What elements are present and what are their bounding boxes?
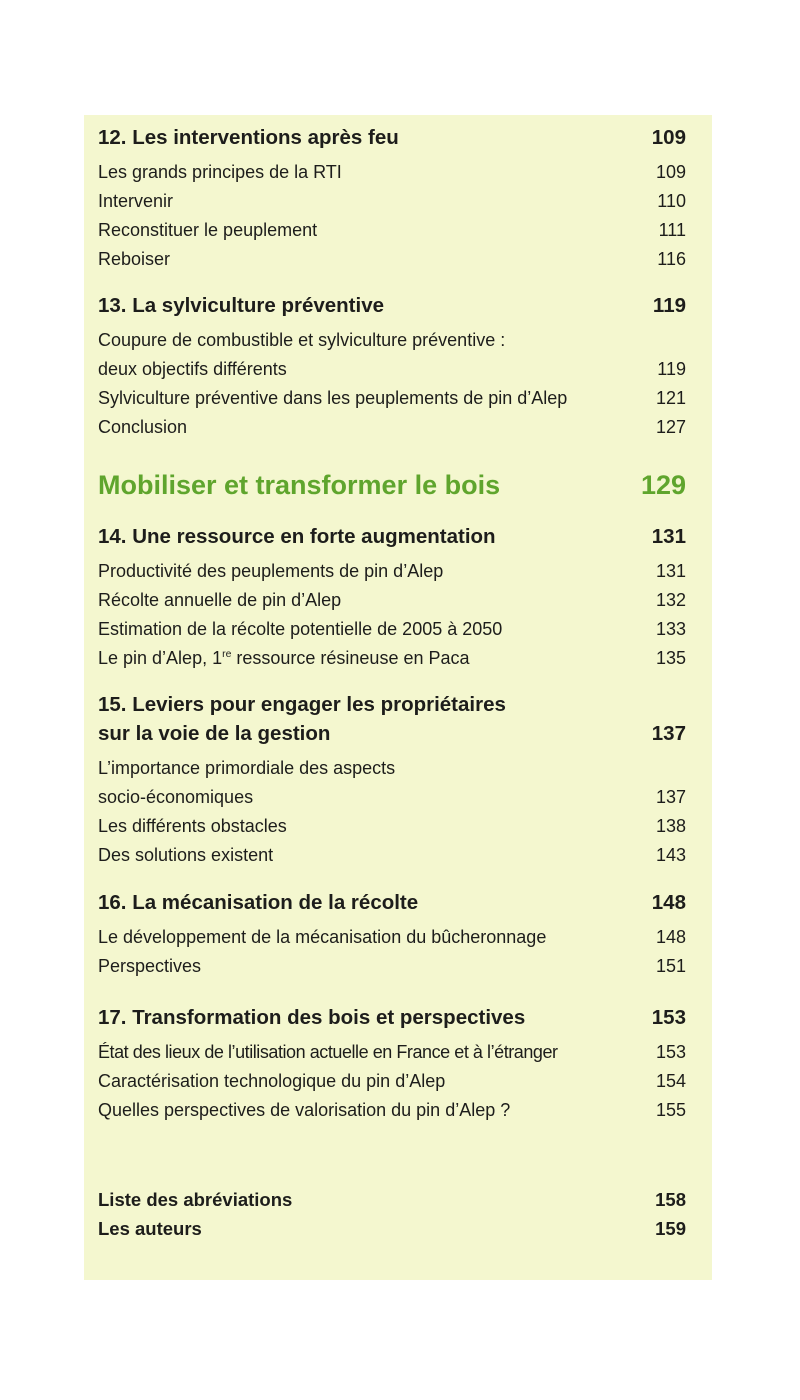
toc-entry xyxy=(98,384,686,413)
chapter-heading-line2 xyxy=(98,719,686,748)
entry-label: Caractérisation technologique du pin d’Alep xyxy=(98,1071,446,1091)
entry-page: 133 xyxy=(655,619,686,639)
toc-entry xyxy=(98,1038,686,1067)
entry-label: Reboiser xyxy=(98,249,171,269)
chapter-title: 12. Les interventions après feu xyxy=(98,126,399,149)
chapter-17 xyxy=(98,1003,686,1125)
chapter-heading xyxy=(98,123,686,152)
entry-label: deux objectifs différents xyxy=(98,359,287,379)
entry-page: 159 xyxy=(655,1218,686,1239)
entry-label: L’importance primordiale des aspects xyxy=(98,758,396,778)
chapter-page: 119 xyxy=(652,294,686,317)
entry-label: Coupure de combustible et sylviculture préventive : xyxy=(98,330,506,350)
toc-entry xyxy=(98,754,686,783)
entry-label-suffix: ressource résineuse en Paca xyxy=(231,648,470,668)
part-title: Mobiliser et transformer le bois xyxy=(98,470,501,500)
toc-entry xyxy=(98,812,686,841)
entry-label: Des solutions existent xyxy=(98,845,274,865)
entry-label: Le développement de la mécanisation du bûcheronnage xyxy=(98,927,547,947)
entry-page: 153 xyxy=(655,1042,686,1062)
toc-entry xyxy=(98,923,686,952)
backmatter xyxy=(98,1185,686,1243)
entry-label: Récolte annuelle de pin d’Alep xyxy=(98,590,342,610)
toc-panel xyxy=(84,115,712,1280)
toc-entry xyxy=(98,783,686,812)
toc-entry xyxy=(98,644,686,673)
toc-entry xyxy=(98,158,686,187)
chapter-heading-line1 xyxy=(98,690,686,719)
entry-label-with-superscript xyxy=(98,644,648,673)
toc-entry xyxy=(98,841,686,870)
toc-entry xyxy=(98,557,686,586)
chapter-13 xyxy=(98,291,686,442)
entry-label: Les auteurs xyxy=(98,1218,202,1239)
chapter-heading xyxy=(98,1003,686,1032)
part-heading xyxy=(98,468,686,502)
entry-page: 127 xyxy=(655,417,686,437)
chapter-heading xyxy=(98,888,686,917)
part-page: 129 xyxy=(640,470,686,500)
toc-entry xyxy=(98,216,686,245)
entry-page: 158 xyxy=(655,1189,686,1210)
entry-label: Intervenir xyxy=(98,191,174,211)
toc-entry xyxy=(98,187,686,216)
entry-page: 151 xyxy=(655,956,686,976)
entry-page: 137 xyxy=(655,787,686,807)
chapter-title: 14. Une ressource en forte augmentation xyxy=(98,525,496,548)
entry-label-ordinal: re xyxy=(222,649,232,660)
toc-entry xyxy=(98,586,686,615)
toc-entry xyxy=(98,326,686,355)
chapter-14 xyxy=(98,522,686,673)
entry-label: Estimation de la récolte potentielle de 2005 à 2050 xyxy=(98,619,503,639)
chapter-title-line1: 15. Leviers pour engager les propriétaires xyxy=(98,693,506,716)
chapter-page: 153 xyxy=(651,1006,686,1029)
chapter-page: 148 xyxy=(651,891,686,914)
entry-label: Productivité des peuplements de pin d’Alep xyxy=(98,561,444,581)
entry-label: Sylviculture préventive dans les peuplements de pin d’Alep xyxy=(98,388,568,408)
entry-page: 110 xyxy=(657,191,686,211)
toc-entry xyxy=(98,615,686,644)
entry-page: 143 xyxy=(655,845,686,865)
entry-page: 148 xyxy=(655,927,686,947)
entry-label: Reconstituer le peuplement xyxy=(98,220,318,240)
chapter-15 xyxy=(98,690,686,870)
entry-page: 138 xyxy=(655,816,686,836)
entry-page: 111 xyxy=(658,220,686,240)
chapter-heading xyxy=(98,291,686,320)
chapter-page: 131 xyxy=(651,525,686,548)
chapter-page: 109 xyxy=(651,126,686,149)
chapter-16 xyxy=(98,888,686,981)
entry-label: socio-économiques xyxy=(98,787,254,807)
toc-entry xyxy=(98,1096,686,1125)
chapter-title: 16. La mécanisation de la récolte xyxy=(98,891,419,914)
toc-entry xyxy=(98,1067,686,1096)
entry-label: Liste des abréviations xyxy=(98,1189,293,1210)
entry-page: 131 xyxy=(655,561,686,581)
entry-page: 109 xyxy=(655,162,686,182)
entry-page: 135 xyxy=(655,648,686,668)
entry-label: Les différents obstacles xyxy=(98,816,287,836)
chapter-12 xyxy=(98,123,686,274)
entry-page: 154 xyxy=(655,1071,686,1091)
entry-label-prefix: Le pin d’Alep, 1 xyxy=(98,648,223,668)
chapter-page: 137 xyxy=(651,722,686,745)
chapter-title: 17. Transformation des bois et perspectives xyxy=(98,1006,526,1029)
backmatter-entry xyxy=(98,1185,686,1214)
backmatter-entry xyxy=(98,1214,686,1243)
toc-entry xyxy=(98,413,686,442)
chapter-title: 13. La sylviculture préventive xyxy=(98,294,384,317)
entry-label: Les grands principes de la RTI xyxy=(98,162,342,182)
chapter-title-line2: sur la voie de la gestion xyxy=(98,722,331,745)
entry-page: 121 xyxy=(655,388,686,408)
toc-entry xyxy=(98,952,686,981)
chapter-heading xyxy=(98,690,686,748)
chapter-heading xyxy=(98,522,686,551)
entry-page: 132 xyxy=(655,590,686,610)
toc-entry xyxy=(98,245,686,274)
entry-label: Quelles perspectives de valorisation du pin d’Alep ? xyxy=(98,1100,511,1120)
entry-page: 155 xyxy=(655,1100,686,1120)
entry-label: État des lieux de l’utilisation actuelle en France et à l’étranger xyxy=(98,1042,558,1062)
entry-page: 116 xyxy=(657,249,686,269)
entry-label: Perspectives xyxy=(98,956,202,976)
toc-entry xyxy=(98,355,686,384)
entry-label: Conclusion xyxy=(98,417,188,437)
entry-page: 119 xyxy=(657,359,686,379)
